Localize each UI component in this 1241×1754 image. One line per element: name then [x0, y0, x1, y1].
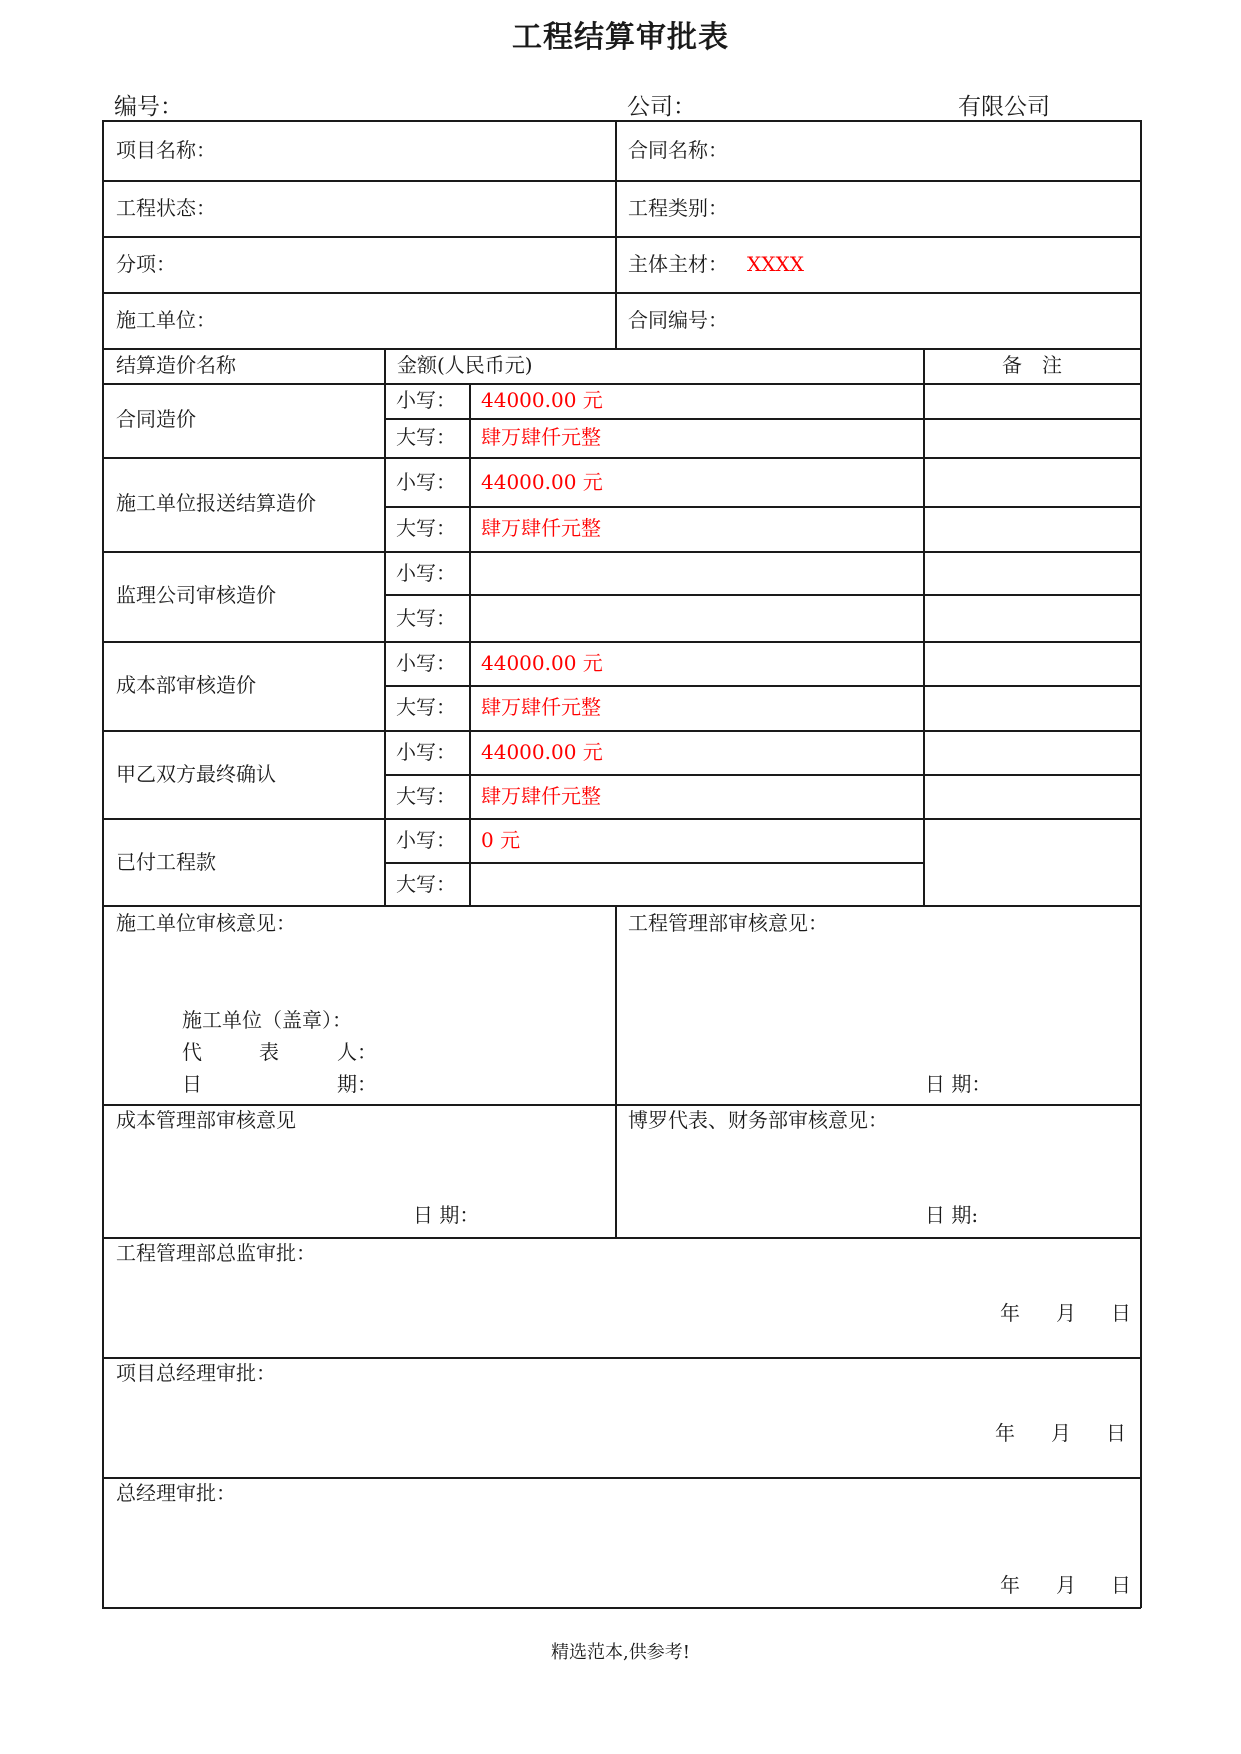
company-blank-line	[696, 98, 958, 121]
day-label: 日	[1111, 1301, 1131, 1325]
sub-item-field: 分项：	[116, 252, 176, 276]
small-label: 小写：	[396, 561, 456, 585]
cost-mgmt-opinion-label: 成本管理部审核意见	[116, 1108, 296, 1132]
pm-dept-opinion-label: 工程管理部审核意见：	[628, 911, 828, 935]
contractor-field: 施工单位：	[116, 308, 216, 332]
project-status-field: 工程状态：	[116, 196, 216, 220]
day-label: 日	[1111, 1573, 1131, 1597]
col-header-remark: 备 注	[1002, 353, 1062, 377]
company-suffix: 有限公司	[958, 94, 1050, 120]
main-material-value: XXXX	[747, 252, 804, 276]
company-field	[627, 88, 1050, 121]
col-header-amount: 金额(人民币元)	[397, 353, 533, 377]
large-amount: 肆万肆仟元整	[481, 695, 601, 719]
large-amount: 肆万肆仟元整	[481, 425, 601, 449]
contractor-opinion-label: 施工单位审核意见：	[116, 911, 296, 935]
contractor-seal-label: 施工单位（盖章）：	[182, 1008, 352, 1032]
large-label: 大写：	[396, 784, 456, 808]
page-title: 工程结算审批表	[512, 20, 729, 55]
pm-dept-date-label: 日 期：	[925, 1072, 992, 1096]
small-amount: 44000.00 元	[481, 740, 603, 764]
month-label: 月	[1056, 1301, 1076, 1325]
large-label: 大写：	[396, 606, 456, 630]
year-label: 年	[995, 1421, 1015, 1445]
large-amount: 肆万肆仟元整	[481, 784, 601, 808]
large-label: 大写：	[396, 695, 456, 719]
small-amount: 44000.00 元	[481, 470, 603, 494]
small-amount: 44000.00 元	[481, 388, 603, 412]
cost-row-name: 成本部审核造价	[116, 673, 256, 697]
large-amount: 肆万肆仟元整	[481, 516, 601, 540]
large-label: 大写：	[396, 872, 456, 896]
date-label-2: 期：	[337, 1072, 377, 1096]
representative-label-2: 表	[259, 1040, 279, 1064]
small-label: 小写：	[396, 470, 456, 494]
col-header-name: 结算造价名称	[116, 353, 236, 377]
boluo-finance-opinion-label: 博罗代表、财务部审核意见：	[628, 1108, 888, 1132]
form-number-label: 编号：	[114, 94, 183, 120]
contract-name-field: 合同名称：	[628, 138, 728, 162]
small-label: 小写：	[396, 388, 456, 412]
small-label: 小写：	[396, 651, 456, 675]
project-gm-approval-label: 项目总经理审批：	[116, 1361, 276, 1385]
main-material-label: 主体主材：	[628, 252, 728, 276]
project-name-field: 项目名称：	[116, 138, 216, 162]
page-footer: 精选范本,供参考!	[551, 1642, 690, 1663]
small-amount: 0 元	[481, 828, 521, 852]
large-label: 大写：	[396, 516, 456, 540]
small-label: 小写：	[396, 740, 456, 764]
pm-director-approval-label: 工程管理部总监审批：	[116, 1241, 316, 1265]
small-amount: 44000.00 元	[481, 651, 603, 675]
cost-row-name: 已付工程款	[116, 850, 216, 874]
day-label: 日	[1106, 1421, 1126, 1445]
cost-row-name: 甲乙双方最终确认	[116, 762, 276, 786]
cost-row-name: 监理公司审核造价	[116, 583, 276, 607]
cost-row-name: 施工单位报送结算造价	[116, 491, 316, 515]
representative-label-1: 代	[182, 1040, 202, 1064]
small-label: 小写：	[396, 828, 456, 852]
project-category-field: 工程类别：	[628, 196, 728, 220]
month-label: 月	[1051, 1421, 1071, 1445]
year-label: 年	[1000, 1573, 1020, 1597]
representative-label-3: 人：	[337, 1040, 377, 1064]
date-label-1: 日	[182, 1072, 202, 1096]
contract-number-field: 合同编号：	[628, 308, 728, 332]
boluo-finance-date-label: 日 期:	[925, 1203, 979, 1227]
large-label: 大写：	[396, 425, 456, 449]
cost-mgmt-date-label: 日 期：	[413, 1203, 480, 1227]
month-label: 月	[1056, 1573, 1076, 1597]
year-label: 年	[1000, 1301, 1020, 1325]
cost-row-name: 合同造价	[116, 407, 196, 431]
company-label: 公司：	[627, 94, 696, 120]
gm-approval-label: 总经理审批：	[116, 1481, 236, 1505]
